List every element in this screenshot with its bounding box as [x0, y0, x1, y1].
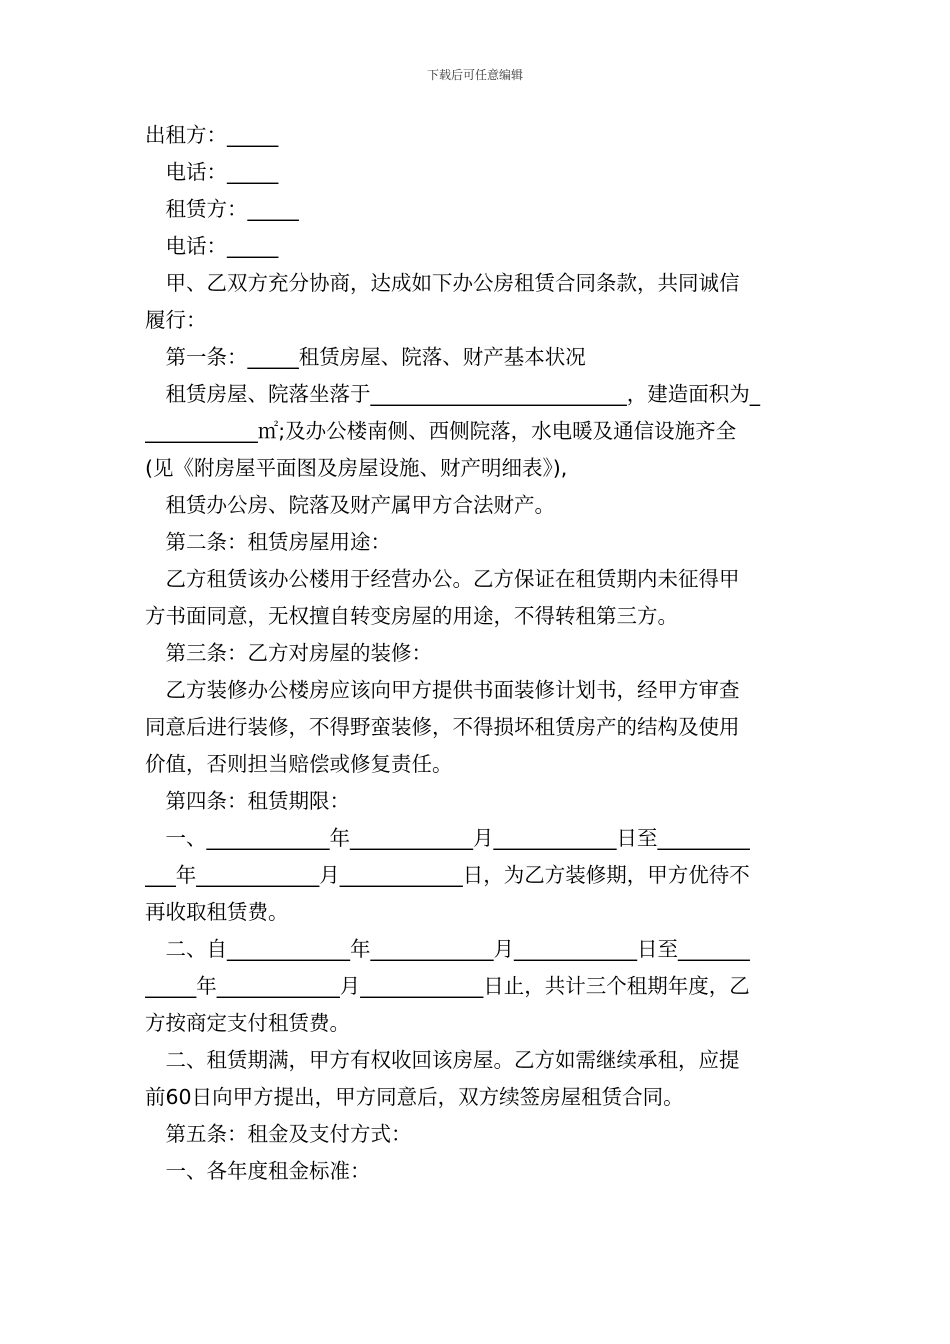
text-line: 电话：_____: [145, 160, 279, 184]
text-line: 再收取租赁费。: [145, 900, 289, 924]
text-line: (见《附房屋平面图及房屋设施、财产明细表》),: [145, 456, 568, 480]
text-line: 二、自____________年____________月____________日至_______: [145, 937, 750, 961]
text-line: 同意后进行装修，不得野蛮装修，不得损坏租赁房产的结构及使用: [145, 715, 740, 739]
text-line: 电话：_____: [145, 234, 279, 258]
text-line: 乙方装修办公楼房应该向甲方提供书面装修计划书，经甲方审查: [145, 678, 740, 702]
text-line: 第三条：乙方对房屋的装修：: [145, 641, 432, 665]
text-line: 租赁办公房、院落及财产属甲方合法财产。: [145, 493, 555, 517]
text-line: _____年____________月____________日止，共计三个租期年度，乙: [145, 974, 750, 998]
text-line: 第四条：租赁期限：: [145, 789, 350, 813]
text-line: 甲、乙双方充分协商，达成如下办公房租赁合同条款，共同诚信: [145, 271, 740, 295]
text-line: 乙方租赁该办公楼用于经营办公。乙方保证在租赁期内未征得甲: [145, 567, 740, 591]
text-line: 价值，否则担当赔偿或修复责任。: [145, 752, 453, 776]
contract-body: [145, 117, 808, 1190]
page-header: 下载后可任意编辑: [426, 68, 523, 82]
text-line: 前60日向甲方提出，甲方同意后，双方续签房屋租赁合同。: [145, 1085, 684, 1109]
text-line: 第五条：租金及支付方式：: [145, 1122, 412, 1146]
text-line: 租赁方：_____: [145, 197, 299, 221]
text-line: 方书面同意，无权擅自转变房屋的用途，不得转租第三方。: [145, 604, 678, 628]
text-line: 第二条：租赁房屋用途：: [145, 530, 391, 554]
text-line: 履行：: [145, 308, 207, 332]
text-line: 方按商定支付租赁费。: [145, 1011, 350, 1035]
text-line: 租赁房屋、院落坐落于_________________________，建造面积为_: [145, 382, 760, 406]
text-line: 二、租赁期满，甲方有权收回该房屋。乙方如需继续承租，应提: [145, 1048, 740, 1072]
text-line: 出租方：_____: [145, 123, 279, 147]
text-line: 一、各年度租金标准：: [145, 1159, 371, 1183]
text-line: ___________㎡;及办公楼南侧、西侧院落，水电暖及通信设施齐全: [145, 419, 737, 443]
text-line: 第一条：_____租赁房屋、院落、财产基本状况: [145, 345, 586, 369]
text-line: 一、____________年____________月____________日至_________: [145, 826, 750, 850]
text-line: ___年____________月____________日，为乙方装修期，甲方优待不: [145, 863, 750, 887]
